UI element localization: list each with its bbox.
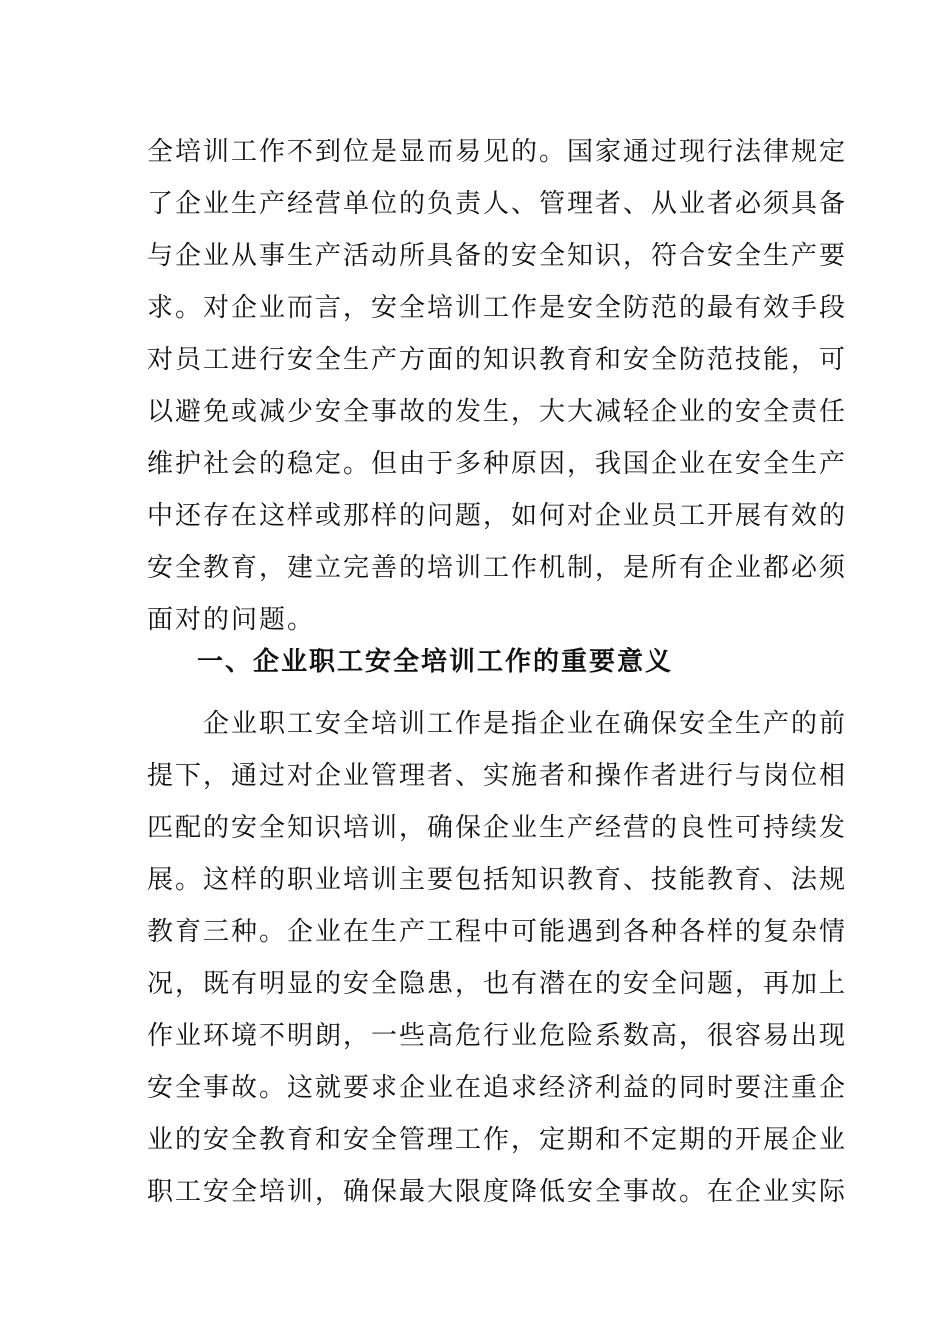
paragraph-line: 了企业生产经营单位的负责人、管理者、从业者必须具备 [147, 189, 848, 219]
paragraph-line: 职工安全培训，确保最大限度降低安全事故。在企业实际 [147, 1177, 848, 1207]
paragraph-line: 业的安全教育和安全管理工作，定期和不定期的开展企业 [147, 1125, 848, 1155]
paragraph-line: 况，既有明显的安全隐患，也有潜在的安全问题，再加上 [147, 969, 848, 999]
paragraph-line: 求。对企业而言，安全培训工作是安全防范的最有效手段 [147, 293, 848, 323]
paragraph-1 [147, 126, 848, 646]
paragraph-line: 安全事故。这就要求企业在追求经济利益的同时要注重企 [147, 1073, 848, 1103]
paragraph-line: 面对的问题。 [147, 605, 316, 635]
paragraph-line: 企业职工安全培训工作是指企业在确保安全生产的前 [147, 709, 848, 739]
section-heading: 一、企业职工安全培训工作的重要意义 [197, 647, 674, 677]
paragraph-line: 安全教育，建立完善的培训工作机制，是所有企业都必须 [147, 553, 848, 583]
paragraph-line: 全培训工作不到位是显而易见的。国家通过现行法律规定 [147, 137, 848, 167]
paragraph-line: 维护社会的稳定。但由于多种原因，我国企业在安全生产 [147, 449, 848, 479]
paragraph-2 [147, 698, 848, 1218]
paragraph-line: 提下，通过对企业管理者、实施者和操作者进行与岗位相 [147, 761, 848, 791]
paragraph-line: 教育三种。企业在生产工程中可能遇到各种各样的复杂情 [147, 917, 848, 947]
paragraph-line: 作业环境不明朗，一些高危行业危险系数高，很容易出现 [147, 1021, 848, 1051]
paragraph-line: 以避免或减少安全事故的发生，大大减轻企业的安全责任 [147, 397, 848, 427]
paragraph-line: 对员工进行安全生产方面的知识教育和安全防范技能，可 [147, 345, 848, 375]
paragraph-line: 匹配的安全知识培训，确保企业生产经营的良性可持续发 [147, 813, 848, 843]
paragraph-line: 中还存在这样或那样的问题，如何对企业员工开展有效的 [147, 501, 848, 531]
paragraph-line: 展。这样的职业培训主要包括知识教育、技能教育、法规 [147, 865, 848, 895]
paragraph-line: 与企业从事生产活动所具备的安全知识，符合安全生产要 [147, 241, 848, 271]
